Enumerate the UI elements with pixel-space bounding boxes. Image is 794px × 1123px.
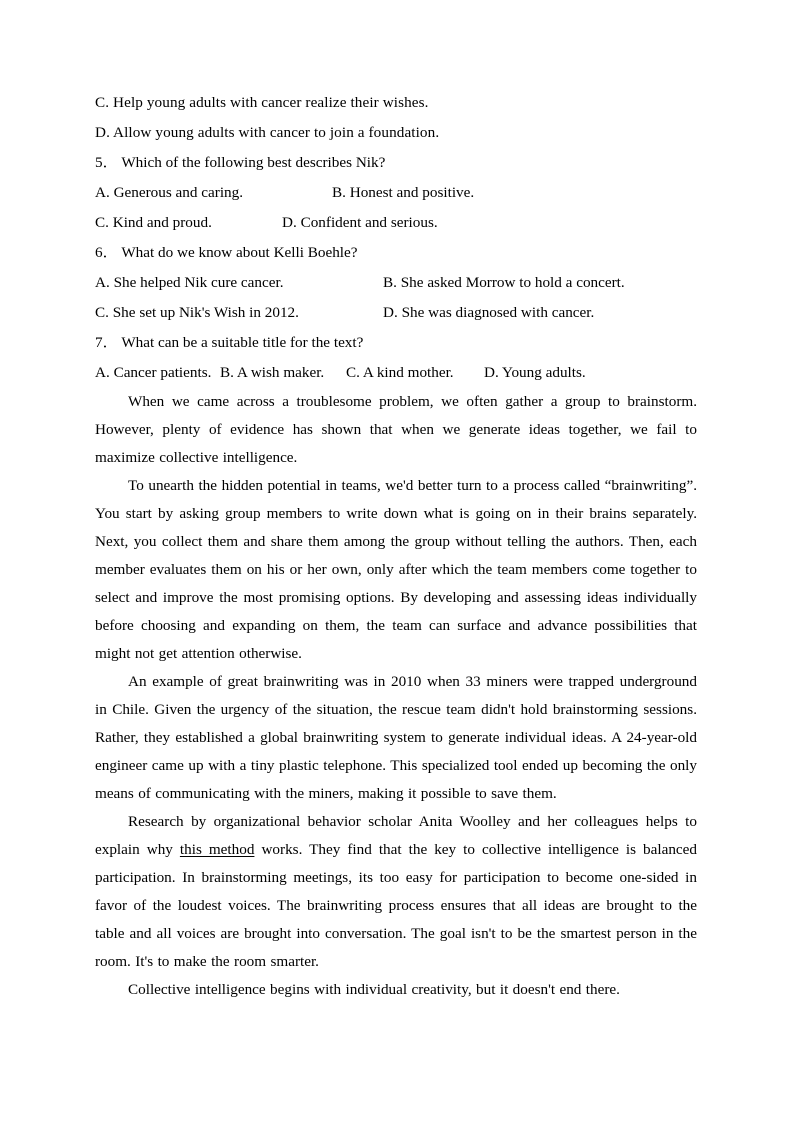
question-6-options-row-1	[95, 268, 697, 298]
option-text: Help young adults with cancer realize their wishes.	[113, 94, 429, 111]
underlined-phrase: this method	[179, 841, 255, 858]
paragraph-segment: Research by organizational behavior scholar Anita Woolley and her colleagues helps to explain why	[95, 813, 697, 858]
question-stem-text: What do we know about Kelli Boehle?	[121, 244, 358, 261]
option-line-c	[95, 88, 697, 118]
option-text: She helped Nik cure cancer.	[113, 274, 284, 291]
option-label: C.	[95, 304, 109, 321]
question-6-options-row-2	[95, 298, 697, 328]
option-label: A.	[95, 274, 110, 291]
option-text: Young adults.	[502, 364, 586, 381]
option-line-d	[95, 118, 697, 148]
question-stem-text: What can be a suitable title for the text?	[121, 334, 364, 351]
question-7-stem	[95, 328, 697, 358]
passage-paragraph-2: To unearth the hidden potential in teams, we'd better turn to a process called “brainwriting”. You start by asking group members to write down what is going on in their brains separately. Next, you collect them and share them among the group without telling the authors. Then, each member evaluates them on his or her own, only after which the team members come together to select and improve the most promising options. By developing and assessing ideas individually before choosing and expanding on them, the team can surface and advance possibilities that might not get attention otherwise.	[95, 477, 697, 662]
option-text: Generous and caring.	[113, 184, 244, 201]
option-d	[383, 298, 594, 328]
option-text: Confident and serious.	[300, 214, 438, 231]
question-number: 5．	[95, 154, 118, 171]
page-content	[95, 88, 697, 1004]
option-label: B.	[383, 274, 397, 291]
option-label: D.	[484, 364, 499, 381]
option-label: D.	[383, 304, 398, 321]
passage-paragraph-3: An example of great brainwriting was in 2010 when 33 miners were trapped underground in Chile. Given the urgency of the situation, the rescue team didn't hold brainstorming sessions. Rather, they established a global brainwriting system to generate individual ideas. A 24-year-old engineer came up with a tiny plastic telephone. This specialized tool ended up becoming the only means of communicating with the miners, making it possible to save them.	[95, 673, 697, 802]
option-text: Kind and proud.	[112, 214, 212, 231]
option-text: A kind mother.	[362, 364, 454, 381]
option-b	[332, 178, 474, 208]
option-label: D.	[95, 124, 110, 141]
question-5-options-row-2	[95, 208, 697, 238]
passage-paragraph-1: When we came across a troublesome problem, we often gather a group to brainstorm. However, plenty of evidence has shown that when we generate ideas together, we fail to maximize collective intelligence.	[95, 393, 697, 466]
option-label: D.	[282, 214, 297, 231]
option-c	[346, 358, 454, 388]
option-label: B.	[332, 184, 346, 201]
option-text: Honest and positive.	[349, 184, 475, 201]
option-c	[95, 298, 299, 328]
option-a	[95, 178, 243, 208]
question-7-options-row-1	[95, 358, 697, 388]
option-label: A.	[95, 364, 110, 381]
option-text: She asked Morrow to hold a concert.	[400, 274, 625, 291]
option-label: C.	[95, 94, 110, 111]
passage-paragraph-5: Collective intelligence begins with individual creativity, but it doesn't end there.	[128, 981, 620, 998]
option-text: She set up Nik's Wish in 2012.	[112, 304, 299, 321]
option-label: A.	[95, 184, 110, 201]
question-6-stem	[95, 238, 697, 268]
option-label: B.	[220, 364, 234, 381]
option-a	[95, 358, 211, 388]
option-text: She was diagnosed with cancer.	[401, 304, 595, 321]
option-text: Allow young adults with cancer to join a foundation.	[113, 124, 440, 141]
option-c	[95, 208, 212, 238]
option-text: A wish maker.	[236, 364, 325, 381]
passage-paragraph-4	[95, 808, 697, 976]
option-d	[484, 358, 586, 388]
option-a	[95, 268, 284, 298]
question-number: 6．	[95, 244, 118, 261]
question-number: 7．	[95, 334, 118, 351]
option-label: C.	[346, 364, 360, 381]
option-label: C.	[95, 214, 109, 231]
option-d	[282, 208, 438, 238]
option-b	[383, 268, 625, 298]
question-5-stem	[95, 148, 697, 178]
paragraph-segment: works. They find that the key to collective intelligence is balanced participation. In brainstorming meetings, its too easy for participation to become one-sided in favor of the loudest voices. The brainwriting process ensures that all ideas are brought to the table and all voices are brought into conversation. The goal isn't to be the smartest person in the room. It's to make the room smarter.	[95, 841, 698, 970]
option-text: Cancer patients.	[113, 364, 212, 381]
question-5-options-row-1	[95, 178, 697, 208]
option-b	[220, 358, 324, 388]
question-stem-text: Which of the following best describes Nik?	[121, 154, 386, 171]
